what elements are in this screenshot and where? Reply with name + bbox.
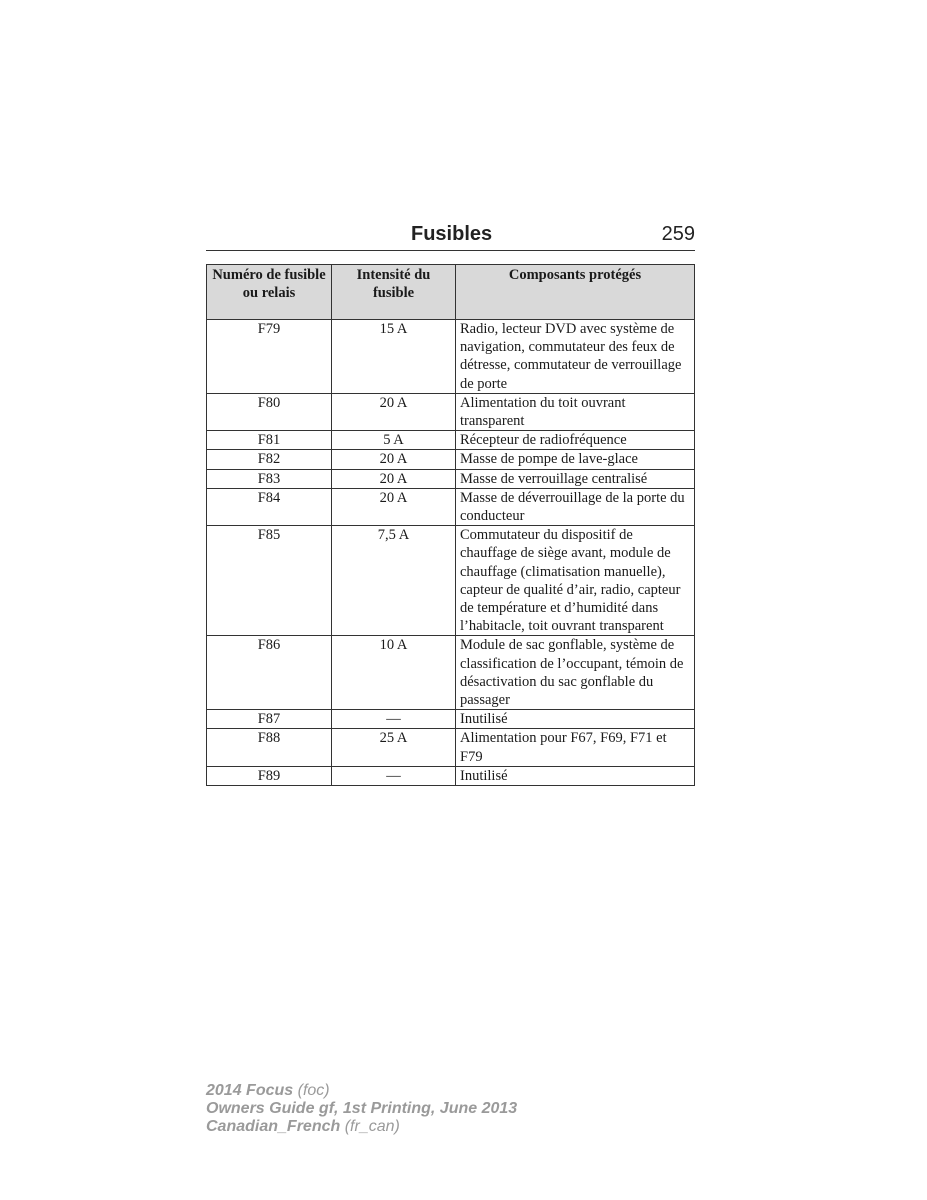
table-row: [207, 526, 695, 636]
fuse-amperage-cell: 20 A: [332, 469, 456, 488]
page-title: Fusibles: [411, 223, 493, 245]
table-row: [207, 766, 695, 785]
column-header-components: Composants protégés: [456, 265, 695, 320]
table-row: [207, 431, 695, 450]
fuse-amperage-cell: —: [332, 766, 456, 785]
fuse-amperage-cell: 25 A: [332, 729, 456, 766]
footer-language-code: (fr_can): [344, 1118, 400, 1135]
protected-components-cell: Module de sac gonflable, système de classification de l’occupant, témoin de désactivation du sac gonflable du passager: [456, 636, 695, 710]
fuse-number-cell: F83: [207, 469, 332, 488]
page-footer: [206, 1082, 517, 1136]
protected-components-cell: Masse de déverrouillage de la porte du conducteur: [456, 488, 695, 525]
table-header-row: [207, 265, 695, 320]
fuse-number-cell: F81: [207, 431, 332, 450]
protected-components-cell: Inutilisé: [456, 710, 695, 729]
table-row: [207, 636, 695, 710]
fuse-table: [206, 264, 695, 786]
footer-model-code: (foc): [297, 1082, 330, 1099]
table-row: [207, 710, 695, 729]
fuse-number-cell: F79: [207, 320, 332, 394]
column-header-amps: Intensité du fusible: [332, 265, 456, 320]
protected-components-cell: Masse de pompe de lave-glace: [456, 450, 695, 469]
protected-components-cell: Masse de verrouillage centralisé: [456, 469, 695, 488]
fuse-amperage-cell: 20 A: [332, 450, 456, 469]
fuse-number-cell: F85: [207, 526, 332, 636]
fuse-amperage-cell: 5 A: [332, 431, 456, 450]
footer-line-2: Owners Guide gf, 1st Printing, June 2013: [206, 1100, 518, 1117]
footer-line-1: [206, 1082, 517, 1100]
page-header: [206, 222, 695, 251]
fuse-number-cell: F84: [207, 488, 332, 525]
fuse-amperage-cell: 10 A: [332, 636, 456, 710]
table-row: [207, 320, 695, 394]
fuse-amperage-cell: 15 A: [332, 320, 456, 394]
fuse-number-cell: F86: [207, 636, 332, 710]
fuse-table-body: [207, 320, 695, 786]
protected-components-cell: Alimentation du toit ouvrant transparent: [456, 393, 695, 430]
fuse-number-cell: F82: [207, 450, 332, 469]
table-row: [207, 450, 695, 469]
fuse-amperage-cell: 7,5 A: [332, 526, 456, 636]
footer-line-3: [206, 1118, 517, 1136]
fuse-number-cell: F88: [207, 729, 332, 766]
fuse-amperage-cell: 20 A: [332, 393, 456, 430]
table-row: [207, 469, 695, 488]
fuse-amperage-cell: —: [332, 710, 456, 729]
page-number: 259: [661, 223, 695, 245]
fuse-number-cell: F80: [207, 393, 332, 430]
column-header-fuse: Numéro de fusible ou relais: [207, 265, 332, 320]
fuse-number-cell: F87: [207, 710, 332, 729]
protected-components-cell: Inutilisé: [456, 766, 695, 785]
footer-language: Canadian_French: [206, 1118, 341, 1135]
table-row: [207, 729, 695, 766]
table-row: [207, 393, 695, 430]
fuse-amperage-cell: 20 A: [332, 488, 456, 525]
footer-model: 2014 Focus: [206, 1082, 294, 1099]
protected-components-cell: Alimentation pour F67, F69, F71 et F79: [456, 729, 695, 766]
table-row: [207, 488, 695, 525]
protected-components-cell: Radio, lecteur DVD avec système de navigation, commutateur des feux de détresse, commutateur de verrouillage de porte: [456, 320, 695, 394]
protected-components-cell: Récepteur de radiofréquence: [456, 431, 695, 450]
protected-components-cell: Commutateur du dispositif de chauffage de siège avant, module de chauffage (climatisation manuelle), capteur de qualité d’air, radio, capteur de température et d’humidité dans l’habitacle, toit ouvrant transparent: [456, 526, 695, 636]
fuse-number-cell: F89: [207, 766, 332, 785]
